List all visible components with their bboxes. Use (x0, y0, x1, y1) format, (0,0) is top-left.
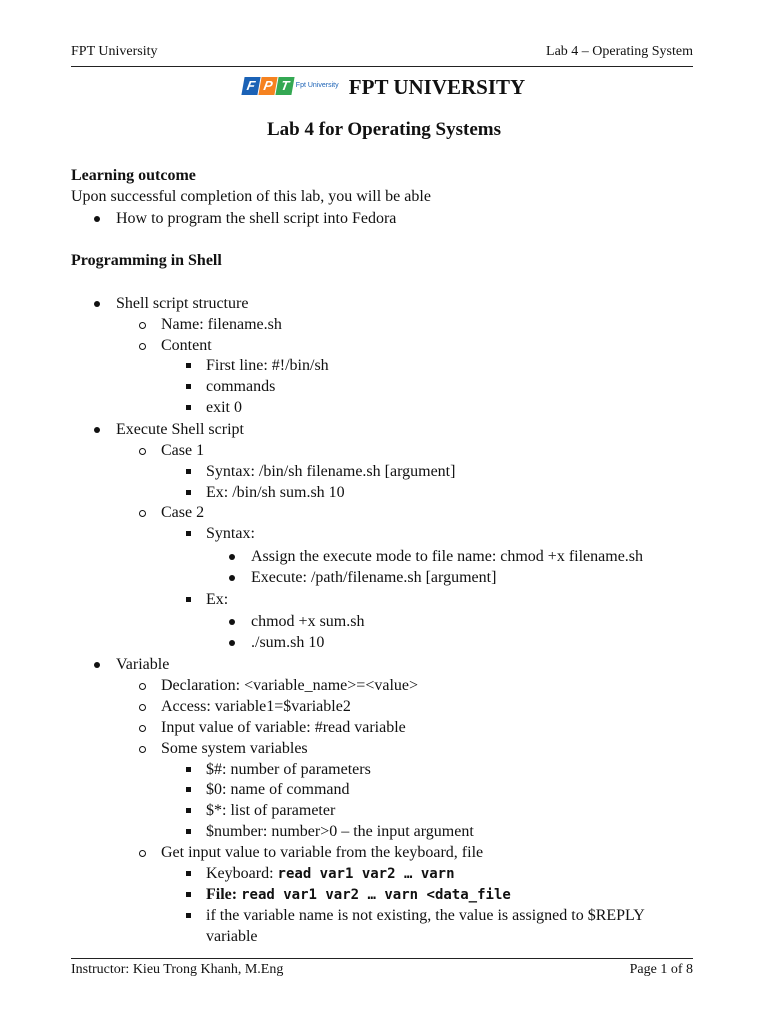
learning-intro: Upon successful completion of this lab, you will be able (71, 188, 431, 205)
list-item: chmod +x sum.sh (251, 612, 364, 632)
list-item: Ex: (206, 590, 228, 610)
list-item: Ex: /bin/sh sum.sh 10 (206, 483, 345, 503)
list-item: exit 0 (206, 398, 242, 418)
list-item: Case 2 (161, 503, 204, 523)
list-item: $0: name of command (206, 780, 350, 800)
header-right: Lab 4 – Operating System (546, 44, 693, 59)
list-item: Declaration: <variable_name>=<value> (161, 676, 418, 696)
brand-line (0, 74, 768, 102)
header-rule (71, 66, 693, 67)
list-item: File: read var1 var2 … varn <data_file (206, 885, 511, 905)
page-header (71, 44, 693, 62)
document-title: Lab 4 for Operating Systems (267, 119, 501, 140)
list-item: Name: filename.sh (161, 315, 282, 335)
list-item: Syntax: (206, 524, 255, 544)
list-item: Content (161, 336, 212, 356)
list-item: Syntax: /bin/sh filename.sh [argument] (206, 462, 455, 482)
list-item: Execute: /path/filename.sh [argument] (251, 568, 496, 588)
list-item: Shell script structure (116, 294, 248, 314)
fpt-logo: F P T Fpt University (243, 74, 335, 100)
code-snippet: read var1 var2 … varn <data_file (241, 887, 511, 903)
list-item: $number: number>0 – the input argument (206, 822, 474, 842)
list-item-continuation: variable (206, 928, 258, 945)
page-footer (71, 962, 693, 980)
list-item: Input value of variable: #read variable (161, 718, 406, 738)
list-item: Variable (116, 655, 169, 675)
learning-outcome-heading: Learning outcome (71, 167, 196, 184)
footer-rule (71, 958, 693, 959)
footer-instructor: Instructor: Kieu Trong Khanh, M.Eng (71, 962, 284, 977)
list-item: $*: list of parameter (206, 801, 335, 821)
code-snippet: read var1 var2 … varn (277, 866, 455, 882)
list-item: Assign the execute mode to file name: chmod +x filename.sh (251, 547, 643, 567)
list-item: ./sum.sh 10 (251, 633, 324, 653)
bullet-dot (94, 216, 100, 222)
list-item: Keyboard: read var1 var2 … varn (206, 864, 455, 884)
programming-heading: Programming in Shell (71, 252, 222, 269)
list-item: Some system variables (161, 739, 308, 759)
list-item: commands (206, 377, 275, 397)
list-item: Access: variable1=$variable2 (161, 697, 351, 717)
header-left: FPT University (71, 44, 158, 59)
page-number: Page 1 of 8 (629, 962, 693, 977)
list-item: $#: number of parameters (206, 760, 371, 780)
list-item: How to program the shell script into Fedora (116, 209, 396, 229)
list-item: Case 1 (161, 441, 204, 461)
list-item: Execute Shell script (116, 420, 244, 440)
list-item: if the variable name is not existing, the value is assigned to $REPLY (206, 906, 645, 926)
logo-caption: Fpt University (295, 82, 339, 89)
list-item: Get input value to variable from the keyboard, file (161, 843, 483, 863)
university-title: FPT UNIVERSITY (348, 74, 526, 99)
list-item: First line: #!/bin/sh (206, 356, 329, 376)
